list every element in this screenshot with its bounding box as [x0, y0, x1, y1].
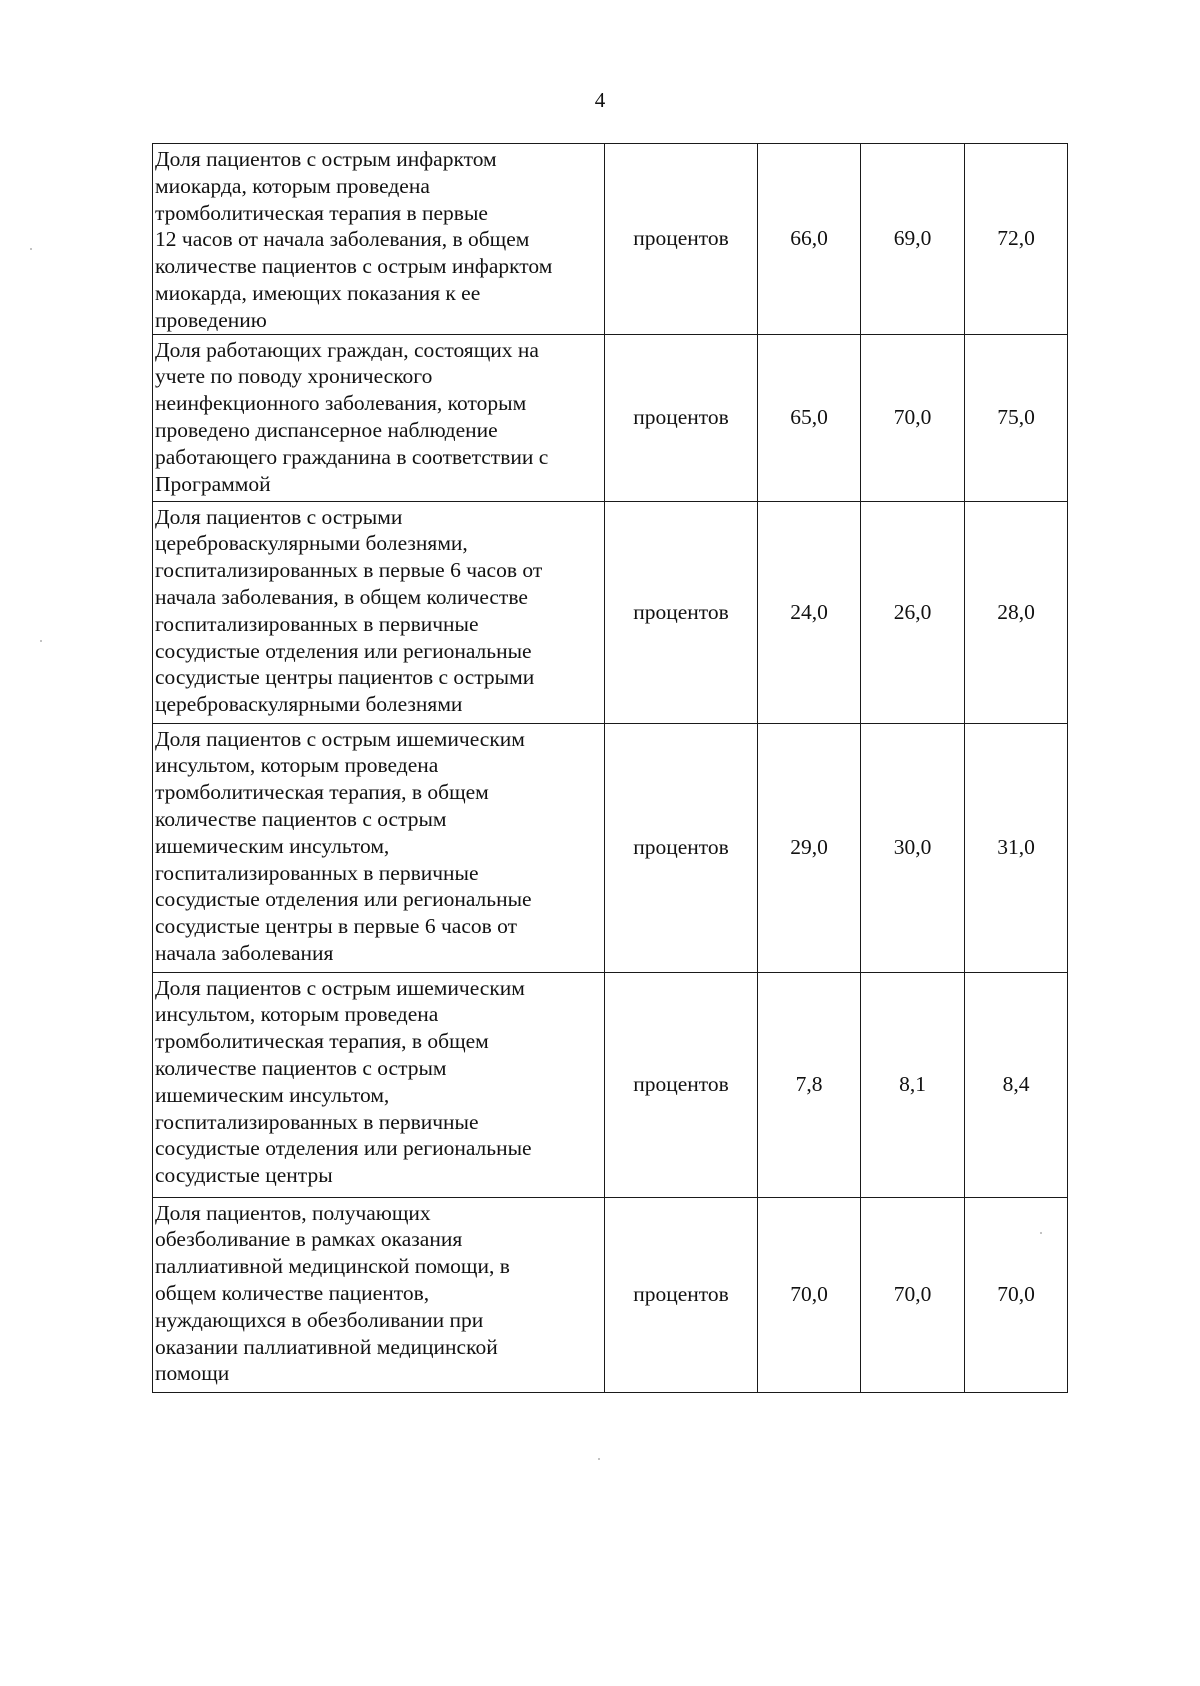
scan-speck [30, 248, 32, 250]
indicator-name-cell: Доля пациентов с острым ишемическим инсультом, которым проведена тромболитическая терапия, в общем количестве пациентов с острым ишемическим инсультом, госпитализированных в первичные сосудистые отделения или региональные сосудистые центры [153, 972, 605, 1197]
value-cell: 75,0 [965, 334, 1068, 501]
indicator-name-cell: Доля пациентов, получающих обезболивание в рамках оказания паллиативной медицинской помощи, в общем количестве пациентов, нуждающихся в обезболивании при оказании паллиативной медицинской помощи [153, 1197, 605, 1392]
value-cell: 7,8 [758, 972, 861, 1197]
value-cell: 70,0 [965, 1197, 1068, 1392]
table-row [153, 501, 1068, 723]
scan-speck [1040, 1232, 1042, 1234]
table-row [153, 334, 1068, 501]
unit-cell: процентов [605, 723, 758, 972]
value-cell: 24,0 [758, 501, 861, 723]
scan-speck [598, 1458, 600, 1460]
value-cell: 28,0 [965, 501, 1068, 723]
value-cell: 69,0 [861, 144, 965, 335]
indicator-name-cell: Доля пациентов с острым инфарктом миокарда, которым проведена тромболитическая терапия в первые 12 часов от начала заболевания, в общем количестве пациентов с острым инфарктом миокарда, имеющих показания к ее проведению [153, 144, 605, 335]
table-row [153, 723, 1068, 972]
unit-cell: процентов [605, 144, 758, 335]
value-cell: 8,4 [965, 972, 1068, 1197]
page-number: 4 [594, 88, 606, 112]
table-row [153, 1197, 1068, 1392]
value-cell: 30,0 [861, 723, 965, 972]
scan-speck [40, 640, 42, 642]
value-cell: 70,0 [861, 1197, 965, 1392]
value-cell: 70,0 [861, 334, 965, 501]
unit-cell: процентов [605, 501, 758, 723]
value-cell: 72,0 [965, 144, 1068, 335]
value-cell: 26,0 [861, 501, 965, 723]
indicator-name-cell: Доля пациентов с острыми цереброваскулярными болезнями, госпитализированных в первые 6 часов от начала заболевания, в общем количестве госпитализированных в первичные сосудистые отделения или региональные сосудистые центры пациентов с острыми цереброваскулярными болезнями [153, 501, 605, 723]
unit-cell: процентов [605, 972, 758, 1197]
value-cell: 66,0 [758, 144, 861, 335]
indicator-name-cell: Доля пациентов с острым ишемическим инсультом, которым проведена тромболитическая терапия, в общем количестве пациентов с острым ишемическим инсультом, госпитализированных в первичные сосудистые отделения или региональные сосудистые центры в первые 6 часов от начала заболевания [153, 723, 605, 972]
indicators-table [152, 143, 1068, 1393]
value-cell: 8,1 [861, 972, 965, 1197]
value-cell: 31,0 [965, 723, 1068, 972]
indicator-name-cell: Доля работающих граждан, состоящих на учете по поводу хронического неинфекционного заболевания, которым проведено диспансерное наблюдение работающего гражданина в соответствии с Программой [153, 334, 605, 501]
unit-cell: процентов [605, 334, 758, 501]
unit-cell: процентов [605, 1197, 758, 1392]
value-cell: 70,0 [758, 1197, 861, 1392]
value-cell: 65,0 [758, 334, 861, 501]
value-cell: 29,0 [758, 723, 861, 972]
table-row [153, 972, 1068, 1197]
table-row [153, 144, 1068, 335]
